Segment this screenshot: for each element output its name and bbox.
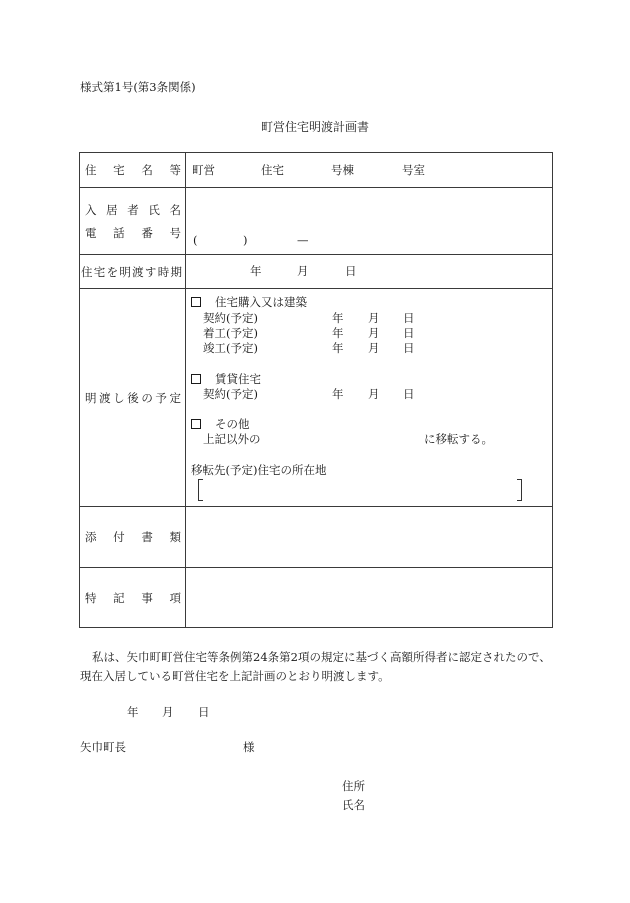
year-text: 年 bbox=[332, 326, 344, 340]
label-char: 話 bbox=[113, 226, 125, 240]
label-char: し bbox=[113, 390, 125, 405]
label-char: 住 bbox=[85, 163, 97, 177]
special-notes-label-cell bbox=[80, 568, 186, 627]
special-notes-label bbox=[85, 591, 181, 605]
label-char: 類 bbox=[169, 530, 181, 544]
plan-option-purchase bbox=[186, 295, 552, 355]
label-char: 時 bbox=[157, 264, 170, 279]
label-char: 氏 bbox=[148, 203, 160, 217]
label-char: 記 bbox=[113, 590, 125, 605]
housing-value-cell bbox=[186, 153, 552, 187]
label-char: 特 bbox=[85, 590, 97, 605]
month-text: 月 bbox=[297, 264, 309, 278]
label-char: 宅 bbox=[113, 163, 125, 177]
rental-title: 賃貸住宅 bbox=[215, 372, 261, 386]
purchase-title: 住宅購入又は建築 bbox=[215, 295, 307, 309]
applicant-name-label: 氏名 bbox=[342, 798, 365, 812]
other-text-before: 上記以外の bbox=[203, 432, 261, 446]
rental-contract-row bbox=[186, 387, 552, 401]
month-text: 月 bbox=[162, 705, 174, 719]
addressee-name: 矢巾町長 bbox=[80, 740, 126, 754]
resident-value-cell bbox=[186, 188, 552, 254]
day-text: 日 bbox=[403, 387, 415, 401]
housing-label bbox=[85, 163, 181, 177]
label-char: 明 bbox=[119, 264, 131, 279]
label-char: 後 bbox=[127, 390, 139, 405]
label-char: 付 bbox=[113, 530, 125, 544]
table-row-resident bbox=[79, 187, 553, 255]
room-text: 号室 bbox=[402, 163, 425, 177]
label-char: 電 bbox=[85, 226, 97, 240]
housing-label-cell bbox=[80, 153, 186, 187]
other-description-row bbox=[186, 432, 552, 446]
table-row-special-notes bbox=[79, 567, 553, 628]
plan-label bbox=[85, 391, 181, 405]
month-text: 月 bbox=[368, 341, 380, 355]
vacate-period-value-cell bbox=[186, 255, 552, 288]
day-text: 日 bbox=[403, 311, 415, 325]
plan-table bbox=[79, 152, 553, 628]
declaration-line-1: 私は、矢巾町町営住宅等条例第24条第2項の規定に基づく高額所得者に認定されたので、 bbox=[92, 650, 551, 664]
label-char: 項 bbox=[169, 590, 181, 605]
destination-label: 移転先(予定)住宅の所在地 bbox=[191, 463, 327, 477]
year-text: 年 bbox=[332, 387, 344, 401]
label-char: 名 bbox=[141, 163, 153, 177]
building-text: 号棟 bbox=[331, 163, 354, 177]
vacate-period-label bbox=[81, 265, 182, 279]
other-title: その他 bbox=[215, 417, 250, 431]
label-char: 添 bbox=[85, 530, 97, 544]
label-char: 書 bbox=[141, 530, 153, 544]
label-char: 渡 bbox=[99, 390, 111, 405]
day-text: 日 bbox=[198, 705, 210, 719]
declaration-line-2: 現在入居している町営住宅を上記計画のとおり明渡します。 bbox=[80, 669, 390, 683]
plan-value-cell bbox=[186, 289, 552, 506]
label-char: 渡 bbox=[132, 264, 144, 279]
address-bracket-right bbox=[517, 479, 522, 501]
month-text: 月 bbox=[368, 311, 380, 325]
phone-label bbox=[85, 226, 181, 240]
label-char: を bbox=[106, 264, 119, 279]
plan-label-cell bbox=[80, 289, 186, 506]
checkbox-icon bbox=[191, 297, 201, 307]
attachments-label bbox=[85, 530, 181, 544]
address-bracket-left bbox=[198, 479, 203, 501]
label-char: 定 bbox=[169, 390, 181, 405]
label-char: 名 bbox=[169, 203, 181, 217]
year-text: 年 bbox=[332, 311, 344, 325]
year-text: 年 bbox=[332, 341, 344, 355]
label-char: す bbox=[144, 264, 157, 279]
resident-label-cell bbox=[80, 188, 186, 254]
label-char: 予 bbox=[155, 390, 167, 405]
label-char: 宅 bbox=[93, 264, 106, 279]
phone-dash: — bbox=[297, 233, 309, 247]
label-char: 等 bbox=[169, 163, 181, 177]
label-char: 者 bbox=[127, 203, 139, 217]
label-char: 番 bbox=[141, 226, 153, 240]
table-row-plan bbox=[79, 288, 553, 507]
label-char: 期 bbox=[170, 264, 182, 279]
day-text: 日 bbox=[403, 326, 415, 340]
year-text: 年 bbox=[250, 264, 262, 278]
checkbox-icon bbox=[191, 419, 201, 429]
year-text: 年 bbox=[127, 705, 139, 719]
checkbox-icon bbox=[191, 374, 201, 384]
purchase-construction-start-row bbox=[186, 326, 552, 340]
label-char: 明 bbox=[85, 390, 97, 405]
table-row-vacate-period bbox=[79, 254, 553, 289]
other-text-after: に移転する。 bbox=[424, 432, 493, 446]
row-label: 契約(予定) bbox=[203, 387, 258, 401]
plan-option-rental bbox=[186, 372, 552, 402]
purchase-contract-row bbox=[186, 311, 552, 325]
phone-area-open-paren: ( bbox=[193, 233, 198, 247]
phone-area-close-paren: ) bbox=[243, 233, 248, 247]
addressee-honorific: 様 bbox=[243, 740, 255, 754]
label-char: 居 bbox=[106, 203, 118, 217]
table-row-housing bbox=[79, 152, 553, 188]
row-label: 竣工(予定) bbox=[203, 341, 258, 355]
resident-name-label bbox=[85, 203, 181, 217]
label-char: 入 bbox=[85, 203, 97, 217]
month-text: 月 bbox=[368, 326, 380, 340]
special-notes-value-cell bbox=[186, 568, 552, 627]
day-text: 日 bbox=[345, 264, 357, 278]
housing-text: 住宅 bbox=[261, 163, 284, 177]
town-housing-text: 町営 bbox=[192, 163, 215, 177]
month-text: 月 bbox=[368, 387, 380, 401]
label-char: 事 bbox=[141, 590, 153, 605]
label-char: 号 bbox=[169, 226, 181, 240]
purchase-completion-row bbox=[186, 341, 552, 355]
label-char: の bbox=[141, 390, 153, 405]
form-title: 町営住宅明渡計画書 bbox=[260, 120, 369, 134]
plan-option-other bbox=[186, 417, 552, 447]
attachments-value-cell bbox=[186, 507, 552, 567]
row-label: 契約(予定) bbox=[203, 311, 258, 325]
table-row-attachments bbox=[79, 506, 553, 568]
form-number: 様式第1号(第3条関係) bbox=[80, 80, 196, 94]
label-char: 住 bbox=[81, 264, 93, 279]
applicant-address-label: 住所 bbox=[342, 779, 365, 793]
day-text: 日 bbox=[403, 341, 415, 355]
attachments-label-cell bbox=[80, 507, 186, 567]
row-label: 着工(予定) bbox=[203, 326, 258, 340]
vacate-period-label-cell bbox=[80, 255, 186, 288]
